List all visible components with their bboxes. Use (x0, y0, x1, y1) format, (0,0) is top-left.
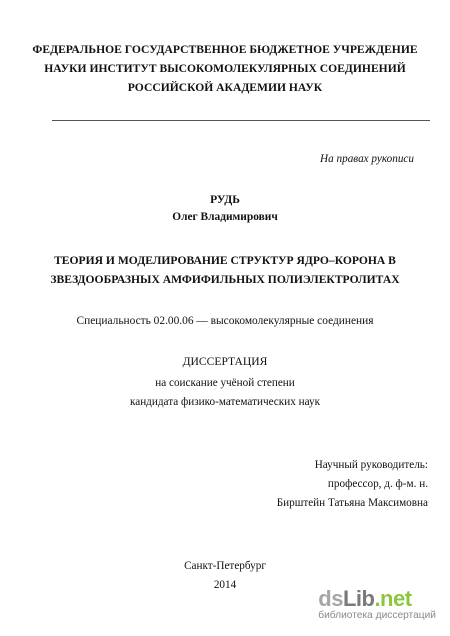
institution-header (0, 40, 450, 97)
thesis-title (0, 251, 450, 289)
degree-description (0, 374, 450, 412)
supervisor-label: Научный руководитель: (314, 459, 428, 471)
thesis-title-line-1: ТЕОРИЯ И МОДЕЛИРОВАНИЕ СТРУКТУР ЯДРО–КОРОНА В (54, 254, 396, 267)
institution-line-1: ФЕДЕРАЛЬНОЕ ГОСУДАРСТВЕННОЕ БЮДЖЕТНОЕ УЧРЕЖДЕНИЕ (32, 43, 418, 56)
city: Санкт-Петербург (184, 560, 266, 572)
thesis-title-line-2: ЗВЕЗДООБРАЗНЫХ АМФИФИЛЬНЫХ ПОЛИЭЛЕКТРОЛИТАХ (50, 273, 400, 286)
supervisor-block (277, 456, 428, 513)
degree-line-2: кандидата физико-математических наук (129, 396, 321, 408)
dslib-watermark (318, 588, 436, 621)
institution-line-2: НАУКИ ИНСТИТУТ ВЫСОКОМОЛЕКУЛЯРНЫХ СОЕДИНЕНИЙ (44, 62, 406, 75)
watermark-subtitle: библиотека диссертаций (318, 610, 436, 621)
dissertation-label: ДИССЕРТАЦИЯ (182, 355, 268, 368)
logo-ds: ds (318, 586, 343, 611)
logo-lib: Lib (342, 586, 375, 611)
supervisor-rank: профессор, д. ф-м. н. (327, 478, 428, 490)
author-surname: РУДЬ (210, 193, 240, 206)
degree-line-1: на соискание учёной степени (155, 377, 295, 389)
manuscript-rights-note: На правах рукописи (320, 153, 414, 165)
specialty: Специальность 02.00.06 — высокомолекулярные соединения (76, 315, 374, 327)
logo-net: .net (374, 586, 412, 611)
author-name: Олег Владимирович (172, 211, 278, 223)
dslib-logo (318, 588, 436, 610)
supervisor-name: Бирштейн Татьяна Максимовна (276, 497, 428, 509)
year: 2014 (213, 579, 237, 591)
header-divider (52, 120, 430, 121)
institution-line-3: РОССИЙСКОЙ АКАДЕМИИ НАУК (127, 81, 323, 94)
